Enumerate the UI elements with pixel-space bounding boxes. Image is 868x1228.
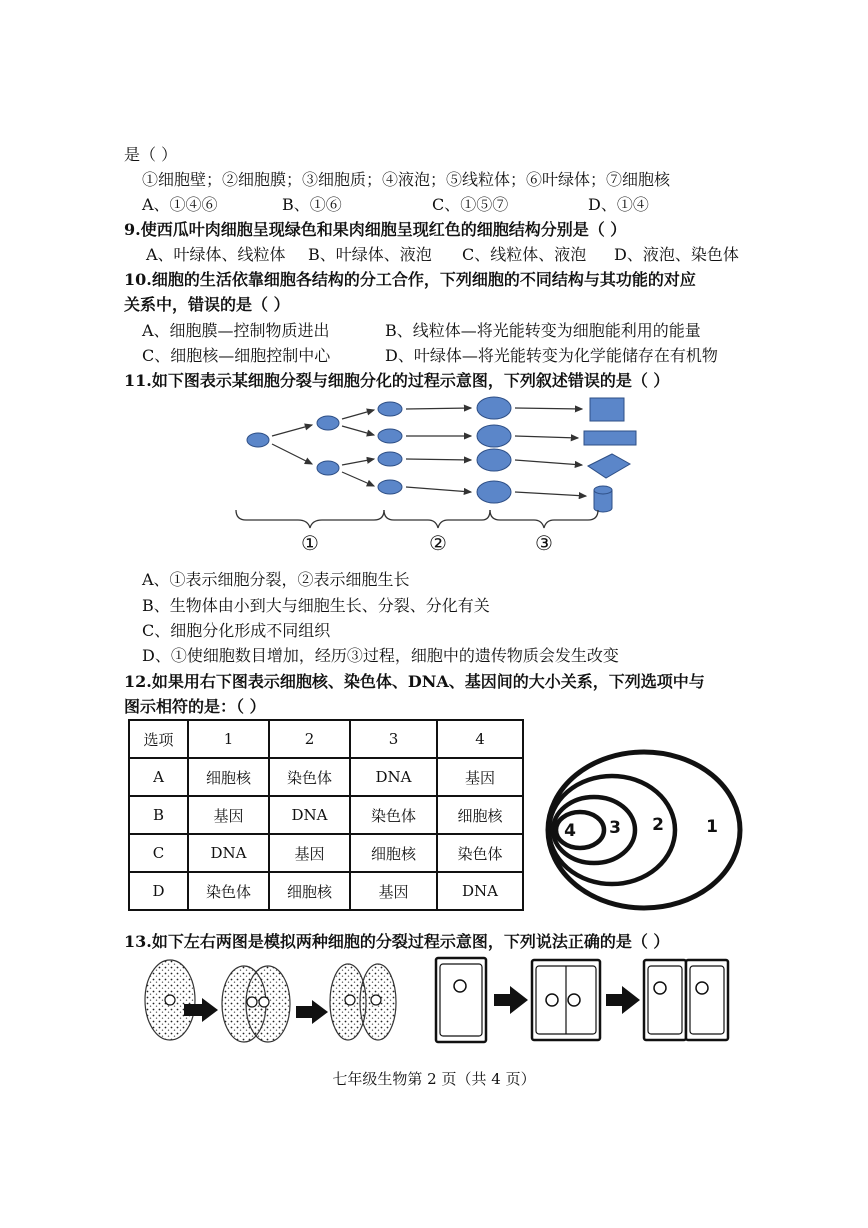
animal-cell-stage-2 bbox=[222, 966, 290, 1042]
table-cell: 染色体 bbox=[437, 834, 523, 872]
q12-stem-line2: 图示相符的是：（ ） bbox=[124, 697, 266, 716]
q12-stem-line1: 12.如果用右下图表示细胞核、染色体、DNA、基因间的大小关系，下列选项中与 bbox=[124, 672, 705, 691]
daughter-cell bbox=[317, 416, 339, 430]
divided-cell bbox=[378, 452, 402, 466]
q8-option-a[interactable]: A、①④⑥ bbox=[142, 195, 218, 214]
q9-options bbox=[0, 245, 868, 265]
plant-cell-stage-3 bbox=[644, 960, 728, 1040]
daughter-cell bbox=[317, 461, 339, 475]
mother-cell bbox=[247, 433, 269, 447]
q9-option-d[interactable]: D、液泡、染色体 bbox=[614, 245, 739, 264]
grown-cell bbox=[477, 449, 511, 471]
table-cell: 基因 bbox=[269, 834, 350, 872]
plant-cell-stage-1 bbox=[436, 958, 486, 1042]
grown-cell bbox=[477, 397, 511, 419]
table-row[interactable] bbox=[129, 796, 523, 834]
table-cell: DNA bbox=[188, 834, 269, 872]
cell-division-differentiation-diagram bbox=[232, 394, 648, 556]
table-cell: C bbox=[129, 834, 188, 872]
q11-option-d[interactable]: D、①使细胞数目增加，经历③过程，细胞中的遗传物质会发生改变 bbox=[142, 646, 619, 665]
table-row[interactable] bbox=[129, 758, 523, 796]
q11-option-a[interactable]: A、①表示细胞分裂，②表示细胞生长 bbox=[142, 570, 410, 589]
table-cell: 细胞核 bbox=[350, 834, 437, 872]
table-cell: 基因 bbox=[437, 758, 523, 796]
table-cell: DNA bbox=[437, 872, 523, 910]
q11-option-b[interactable]: B、生物体由小到大与细胞生长、分裂、分化有关 bbox=[142, 596, 490, 615]
table-header-row bbox=[129, 720, 523, 758]
page-footer: 七年级生物第 2 页（共 4 页） bbox=[332, 1070, 536, 1088]
arrow-icon bbox=[494, 986, 528, 1014]
q9-stem: 9.使西瓜叶肉细胞呈现绿色和果肉细胞呈现红色的细胞结构分别是（ ） bbox=[124, 220, 627, 239]
table-header-cell: 2 bbox=[269, 720, 350, 758]
table-cell: 细胞核 bbox=[269, 872, 350, 910]
q9-option-c[interactable]: C、线粒体、液泡 bbox=[462, 245, 587, 264]
table-cell: 细胞核 bbox=[188, 758, 269, 796]
q8-option-b[interactable]: B、①⑥ bbox=[282, 195, 342, 214]
table-header-cell: 3 bbox=[350, 720, 437, 758]
table-cell: 染色体 bbox=[350, 796, 437, 834]
q8-items: ①细胞壁；②细胞膜；③细胞质；④液泡；⑤线粒体；⑥叶绿体；⑦细胞核 bbox=[142, 170, 671, 189]
q10-option-b[interactable]: B、线粒体—将光能转变为细胞能利用的能量 bbox=[385, 321, 701, 340]
cell-division-models-diagram bbox=[140, 954, 740, 1046]
divided-cell bbox=[378, 402, 402, 416]
table-header-cell: 选项 bbox=[129, 720, 188, 758]
q10-stem-line2: 关系中，错误的是（ ） bbox=[124, 295, 290, 314]
q10-option-a[interactable]: A、细胞膜—控制物质进出 bbox=[142, 321, 330, 340]
q10-options-row2 bbox=[0, 346, 868, 366]
q11-stem: 11.如下图表示某细胞分裂与细胞分化的过程示意图，下列叙述错误的是（ ） bbox=[124, 371, 670, 390]
stage-label-1: ① bbox=[301, 531, 319, 555]
table-cell: DNA bbox=[269, 796, 350, 834]
q10-stem-line1: 10.细胞的生活依靠细胞各结构的分工合作，下列细胞的不同结构与其功能的对应 bbox=[124, 270, 696, 289]
circle-label-4: 4 bbox=[564, 821, 576, 841]
circle-label-3: 3 bbox=[609, 818, 621, 838]
animal-cell-stage-3 bbox=[330, 964, 396, 1040]
table-cell: 细胞核 bbox=[437, 796, 523, 834]
animal-cell-stage-1 bbox=[145, 960, 195, 1040]
table-cell: 基因 bbox=[188, 796, 269, 834]
table-cell: B bbox=[129, 796, 188, 834]
differentiated-square-cell bbox=[590, 398, 624, 421]
differentiated-long-cell bbox=[584, 431, 636, 445]
table-cell: DNA bbox=[350, 758, 437, 796]
q8-stem-tail: 是（ ） bbox=[124, 145, 178, 164]
q9-option-a[interactable]: A、叶绿体、线粒体 bbox=[146, 245, 286, 264]
q9-option-b[interactable]: B、叶绿体、液泡 bbox=[308, 245, 432, 264]
table-cell: 染色体 bbox=[188, 872, 269, 910]
stage-label-2: ② bbox=[429, 531, 447, 555]
q12-options-table bbox=[128, 719, 524, 911]
grown-cell bbox=[477, 425, 511, 447]
stage-label-3: ③ bbox=[535, 531, 553, 555]
arrow-icon bbox=[606, 986, 640, 1014]
q10-options-row1 bbox=[0, 321, 868, 341]
q13-stem: 13.如下左右两图是模拟两种细胞的分裂过程示意图，下列说法正确的是（ ） bbox=[124, 932, 670, 951]
q10-option-d[interactable]: D、叶绿体—将光能转变为化学能储存在有机物 bbox=[385, 346, 718, 365]
table-header-cell: 4 bbox=[437, 720, 523, 758]
table-cell: A bbox=[129, 758, 188, 796]
q10-option-c[interactable]: C、细胞核—细胞控制中心 bbox=[142, 346, 331, 365]
table-cell: 基因 bbox=[350, 872, 437, 910]
table-cell: D bbox=[129, 872, 188, 910]
q11-option-c[interactable]: C、细胞分化形成不同组织 bbox=[142, 621, 331, 640]
table-row[interactable] bbox=[129, 872, 523, 910]
divided-cell bbox=[378, 480, 402, 494]
circle-label-2: 2 bbox=[652, 815, 664, 835]
table-cell: 染色体 bbox=[269, 758, 350, 796]
q8-option-d[interactable]: D、①④ bbox=[588, 195, 649, 214]
nested-circles-diagram bbox=[544, 744, 750, 916]
table-header-cell: 1 bbox=[188, 720, 269, 758]
plant-cell-stage-2 bbox=[532, 960, 600, 1040]
divided-cell bbox=[378, 429, 402, 443]
q8-options bbox=[0, 195, 868, 215]
circle-label-1: 1 bbox=[706, 817, 718, 837]
q8-option-c[interactable]: C、①⑤⑦ bbox=[432, 195, 509, 214]
arrow-icon bbox=[296, 1000, 328, 1024]
grown-cell bbox=[477, 481, 511, 503]
table-row[interactable] bbox=[129, 834, 523, 872]
